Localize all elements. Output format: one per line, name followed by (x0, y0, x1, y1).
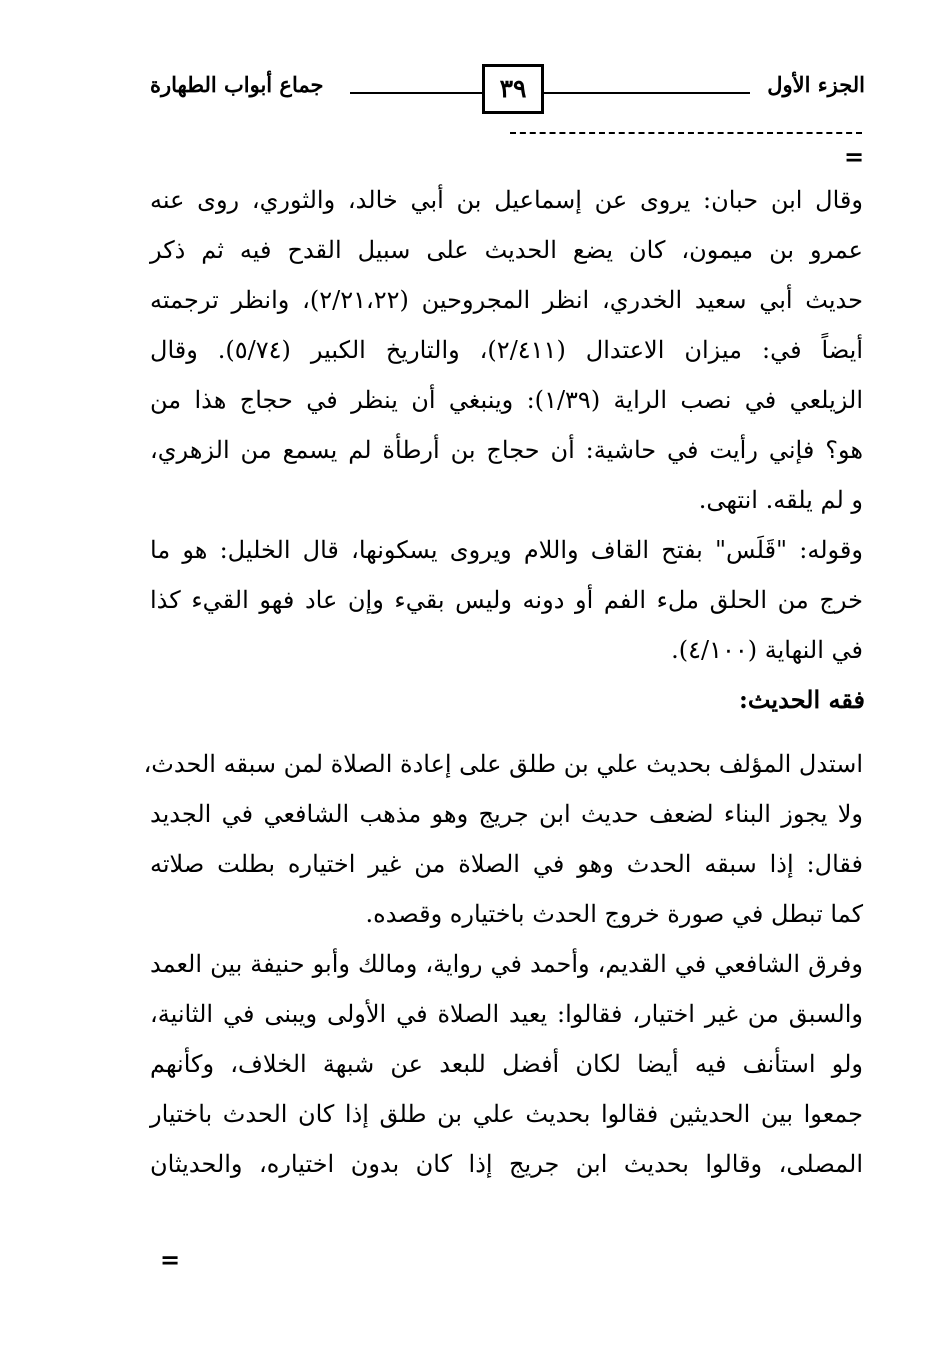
text-line: الزيلعي في نصب الراية (١/٣٩): وينبغي أن ينظر في حجاج هذا من (150, 386, 864, 414)
text-line: هو؟ فإني رأيت في حاشية: أن حجاج بن أرطأة لم يسمع من الزهري، (150, 436, 863, 464)
chapter-title: جماع أبواب الطهارة (150, 72, 324, 97)
text-line: استدل المؤلف بحديث علي بن طلق على إعادة الصلاة لمن سبقه الحدث، (143, 750, 863, 778)
text-line: والسبق من غير اختيار، فقالوا: يعيد الصلاة في الأولى ويبنى في الثانية، (150, 1000, 863, 1028)
text-line: كما تبطل في صورة خروج الحدث باختياره وقصده. (365, 900, 863, 928)
text-line: أيضاً في: ميزان الاعتدال (٢/٤١١)، والتاريخ الكبير (٥/٧٤). وقال (150, 336, 863, 364)
paragraph-qalas (150, 525, 863, 675)
part-title: الجزء الأول (767, 72, 865, 97)
text-line: ولا يجوز البناء لضعف حديث ابن جريج وهو مذهب الشافعي في الجديد (150, 800, 863, 828)
paragraph-istidlal (143, 739, 863, 939)
page-number-box (482, 64, 544, 114)
page-number: ٣٩ (499, 74, 527, 103)
page-header (150, 58, 865, 118)
text-line: جمعوا بين الحديثين فقالوا بحديث علي بن طلق إذا كان الحدث باختيار (150, 1100, 863, 1128)
text-line: وقوله: "قَلَس" بفتح القاف واللام ويروى يسكونها، قال الخليل: هو ما (150, 536, 863, 564)
page-body (143, 175, 865, 1189)
text-line: ولو استأنف فيه أيضا لكان أفضل للبعد عن شبهة الخلاف، وكأنهم (150, 1050, 863, 1078)
dashed-separator (510, 132, 862, 134)
header-rule-left (350, 92, 482, 94)
continuation-mark-bottom: = (160, 1245, 181, 1274)
text-line: فقال: إذا سبقه الحدث وهو في الصلاة من غير اختياره بطلت صلاته (150, 850, 863, 878)
section-heading: فقه الحديث: (738, 685, 865, 714)
text-line: وقال ابن حبان: يروى عن إسماعيل بن أبي خالد، والثوري، روى عنه (150, 186, 863, 214)
continuation-mark-top: = (844, 142, 865, 171)
text-line: وفرق الشافعي في القديم، وأحمد في رواية، ومالك وأبو حنيفة بين العمد (150, 950, 863, 978)
paragraph-farq (150, 939, 863, 1189)
text-line: حديث أبي سعيد الخدري، انظر المجروحين (٢/٢١،٢٢)، وانظر ترجمته (150, 286, 863, 314)
text-line: عمرو بن ميمون، كان يضع الحديث على سبيل القدح فيه ثم ذكر (150, 236, 863, 264)
text-line: في النهاية (٤/١٠٠). (671, 636, 863, 664)
header-rule-right (540, 92, 750, 94)
text-line: المصلى، وقالوا بحديث ابن جريج إذا كان بدون اختياره، والحديثان (150, 1150, 863, 1178)
text-line: خرج من الحلق ملء الفم أو دونه وليس بقيء وإن عاد فهو القيء كذا (150, 586, 863, 614)
text-line: و لم يلقه. انتهى. (698, 486, 863, 514)
paragraph-ibn-hibban (150, 175, 863, 525)
